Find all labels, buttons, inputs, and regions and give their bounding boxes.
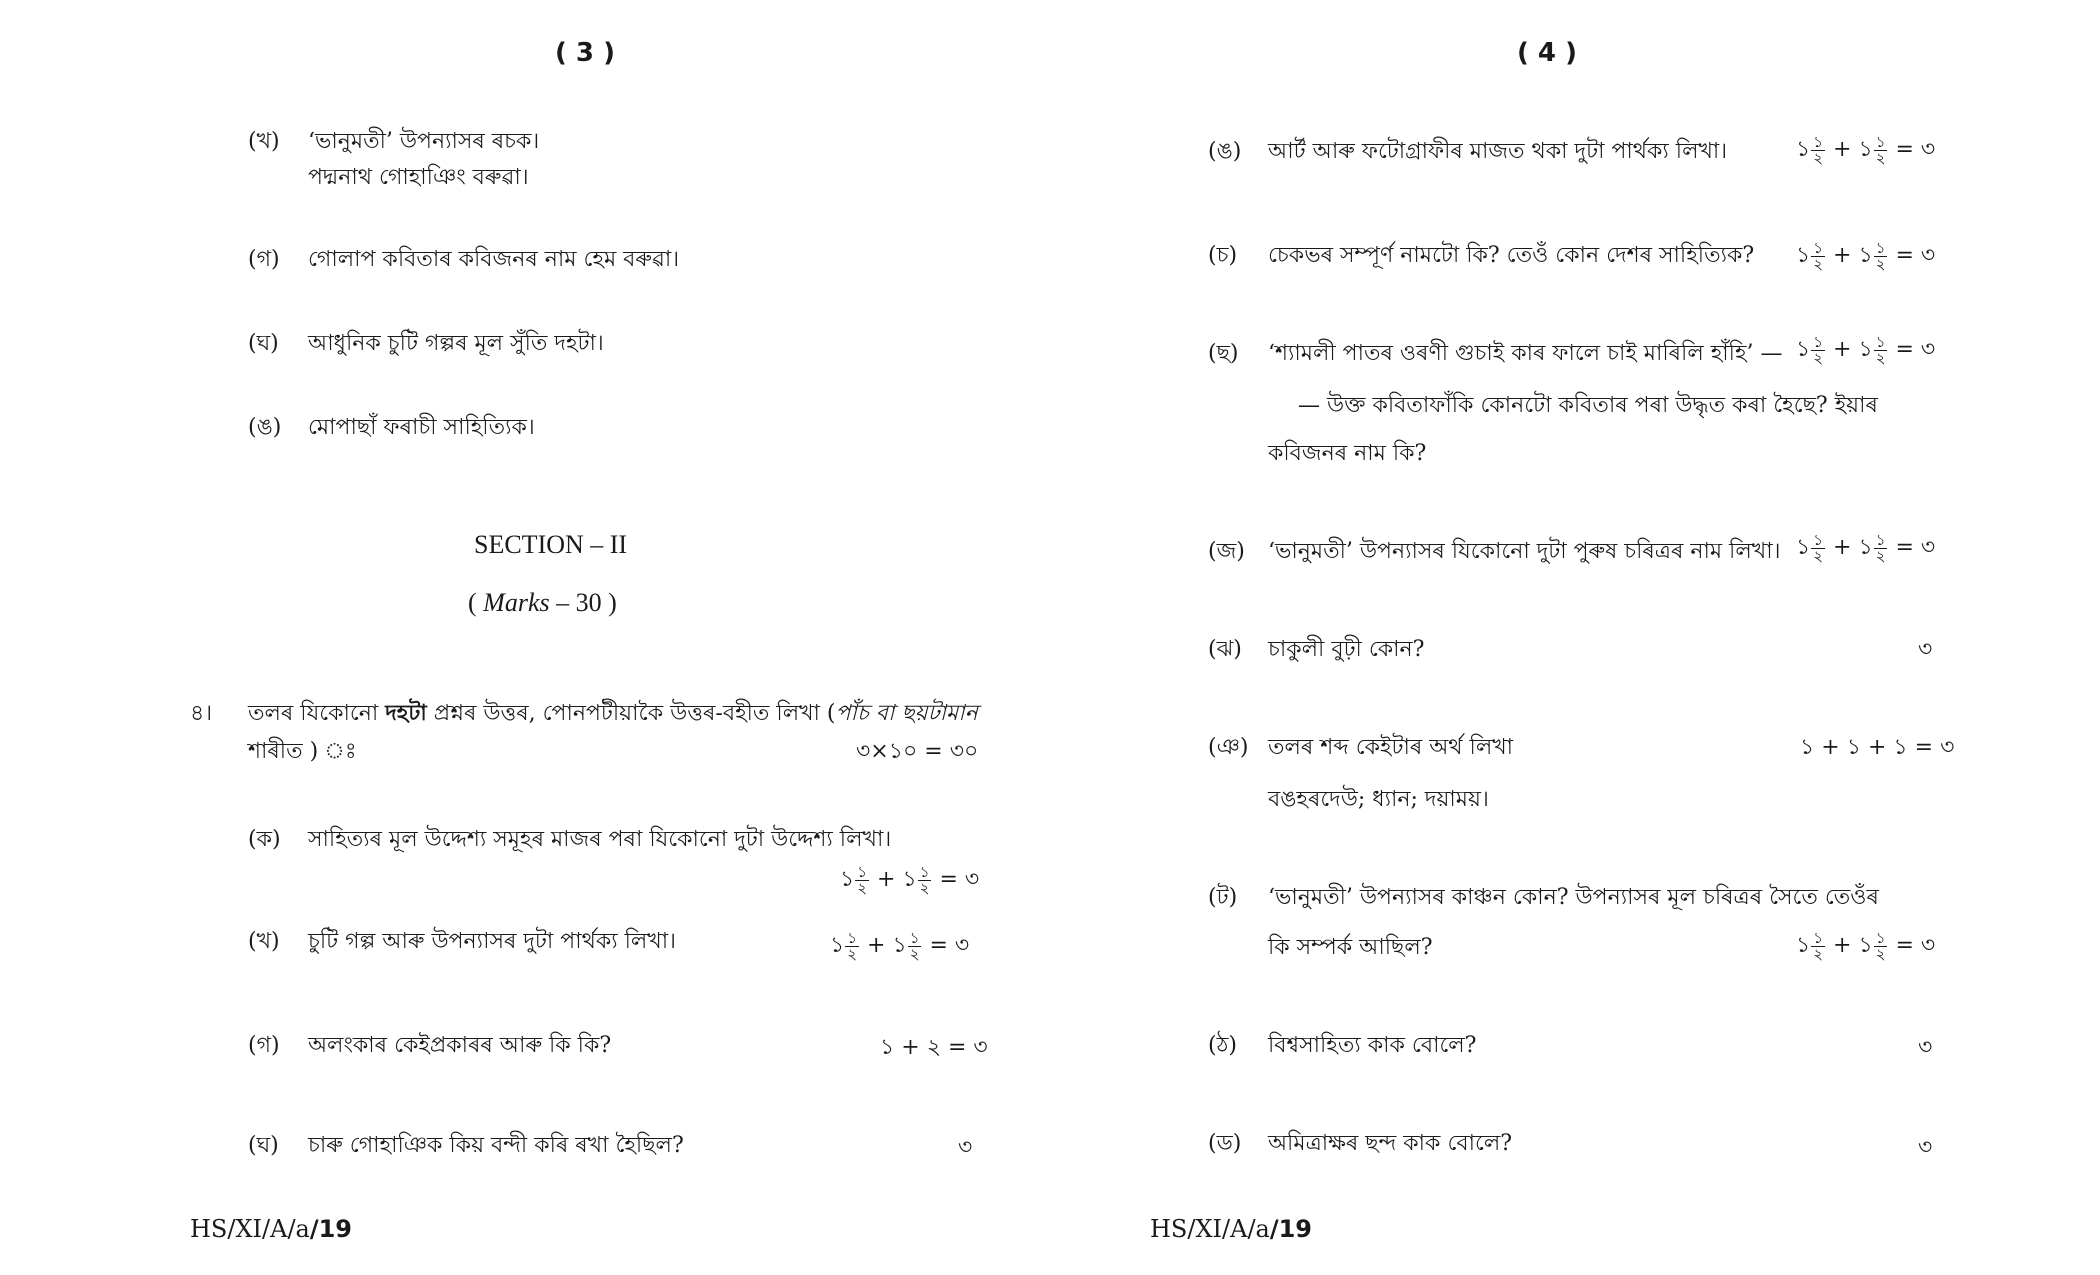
question-text: তলৰ যিকোনো দহটা প্ৰশ্নৰ উত্তৰ, পোনপটীয়াকৈ উত্তৰ-বহীত লিখা (পাঁচ বা ছয়টামান bbox=[248, 700, 978, 726]
item-label: (খ) bbox=[248, 929, 280, 954]
item-marks: ১ $\frac{১}{২}$ + ১ $\frac{১}{২}$ = ৩ bbox=[830, 928, 970, 963]
question-number: ৪। bbox=[190, 701, 213, 726]
item-text: মোপাছাঁ ফৰাচী সাহিত্যিক। bbox=[308, 415, 535, 440]
item-text: অলংকাৰ কেইপ্ৰকাৰৰ আৰু কি কি? bbox=[308, 1033, 612, 1058]
item-label: (চ) bbox=[1208, 243, 1238, 268]
item-label: (ট) bbox=[1208, 885, 1238, 910]
item-label: (ড) bbox=[1208, 1131, 1242, 1156]
item-text: তলৰ শব্দ কেইটাৰ অৰ্থ লিখা bbox=[1268, 735, 1514, 760]
item-marks: ৩ bbox=[1918, 637, 1933, 662]
item-text: অমিত্ৰাক্ষৰ ছন্দ কাক বোলে? bbox=[1268, 1131, 1513, 1156]
item-text: চাৰু গোহাঞিক কিয় বন্দী কৰি ৰখা হৈছিল? bbox=[308, 1133, 684, 1158]
item-marks: ৩ bbox=[958, 1135, 973, 1160]
item-text: কি সম্পৰ্ক আছিল? bbox=[1268, 935, 1433, 960]
footer-code-left: HS/XI/A/a/19 bbox=[190, 1215, 353, 1243]
item-text: — উক্ত কবিতাফাঁকি কোনটো কবিতাৰ পৰা উদ্ধৃত কৰা হৈছে? ইয়াৰ bbox=[1298, 393, 1878, 418]
item-text: সাহিত্যৰ মূল উদ্দেশ্য সমূহৰ মাজৰ পৰা যিকোনো দুটা উদ্দেশ্য লিখা। bbox=[308, 827, 892, 852]
item-marks: ১ $\frac{১}{২}$ + ১ $\frac{১}{২}$ = ৩ bbox=[1796, 132, 1936, 167]
item-label: (ঞ) bbox=[1208, 735, 1249, 760]
item-label: (ঙ) bbox=[1208, 139, 1242, 164]
item-label: (গ) bbox=[248, 1033, 280, 1058]
item-marks: ৩ bbox=[1918, 1035, 1933, 1060]
item-marks: ১ $\frac{১}{২}$ + ১ $\frac{১}{২}$ = ৩ bbox=[1796, 332, 1936, 367]
item-label: (গ) bbox=[248, 247, 280, 272]
item-marks: ১ $\frac{১}{২}$ + ১ $\frac{১}{২}$ = ৩ bbox=[1796, 238, 1936, 273]
item-text: বিশ্বসাহিত্য কাক বোলে? bbox=[1268, 1033, 1477, 1058]
item-text: পদ্মনাথ গোহাঞিং বৰুৱা। bbox=[308, 165, 529, 190]
item-marks: ৩ bbox=[1918, 1135, 1933, 1160]
item-text: আৰ্ট আৰু ফটোগ্ৰাফীৰ মাজত থকা দুটা পাৰ্থক্য লিখা। bbox=[1268, 139, 1728, 164]
item-text: বঙহৰদেউ; ধ্যান; দয়াময়। bbox=[1268, 787, 1489, 812]
item-marks: ১ + ১ + ১ = ৩ bbox=[1800, 735, 1955, 760]
item-text: কবিজনৰ নাম কি? bbox=[1268, 441, 1427, 466]
section-title: SECTION – II bbox=[474, 530, 628, 559]
item-text: ‘ভানুমতী’ উপন্যাসৰ কাঞ্চন কোন? উপন্যাসৰ মূল চৰিত্ৰৰ সৈতে তেওঁৰ bbox=[1268, 885, 1879, 910]
item-text: ‘শ্যামলী পাতৰ ওৰণী গুচাই কাৰ ফালে চাই মাৰিলি হাঁহি’ — bbox=[1268, 341, 1783, 366]
item-label: (খ) bbox=[248, 129, 280, 154]
question-text: শাৰীত ) ঃ bbox=[248, 739, 357, 764]
item-text: ‘ভানুমতী’ উপন্যাসৰ যিকোনো দুটা পুৰুষ চৰিত্ৰৰ নাম লিখা। bbox=[1268, 539, 1781, 564]
footer-code-right: HS/XI/A/a/19 bbox=[1150, 1215, 1313, 1243]
item-text: চুটি গল্প আৰু উপন্যাসৰ দুটা পাৰ্থক্য লিখা। bbox=[308, 929, 676, 954]
item-marks: ১ + ২ = ৩ bbox=[880, 1035, 988, 1060]
item-label: (ঘ) bbox=[248, 1133, 279, 1158]
item-text: চাকুলী বুঢ়ী কোন? bbox=[1268, 637, 1425, 662]
item-text: গোলাপ কবিতাৰ কবিজনৰ নাম হেম বৰুৱা। bbox=[308, 247, 680, 272]
section-marks: ( Marks – 30 ) bbox=[468, 588, 617, 617]
item-label: (জ) bbox=[1208, 539, 1245, 564]
item-marks: ১ $\frac{১}{২}$ + ১ $\frac{১}{২}$ = ৩ bbox=[1796, 928, 1936, 963]
page-number-right: ( 4 ) bbox=[1517, 38, 1577, 68]
item-label: (ঙ) bbox=[248, 415, 282, 440]
item-marks: ১ $\frac{১}{২}$ + ১ $\frac{১}{২}$ = ৩ bbox=[840, 862, 980, 897]
item-label: (ঝ) bbox=[1208, 637, 1242, 662]
item-label: (ঘ) bbox=[248, 331, 279, 356]
item-text: আধুনিক চুটি গল্পৰ মূল সুঁতি দহটা। bbox=[308, 331, 604, 356]
item-text: ‘ভানুমতী’ উপন্যাসৰ ৰচক। bbox=[308, 129, 540, 154]
item-label: (ক) bbox=[248, 827, 281, 852]
item-text: চেকভৰ সম্পূৰ্ণ নামটো কি? তেওঁ কোন দেশৰ সাহিত্যিক? bbox=[1268, 243, 1755, 268]
item-label: (ছ) bbox=[1208, 341, 1239, 366]
item-label: (ঠ) bbox=[1208, 1033, 1237, 1058]
item-marks: ১ $\frac{১}{২}$ + ১ $\frac{১}{২}$ = ৩ bbox=[1796, 530, 1936, 565]
question-marks: ৩×১০ = ৩০ bbox=[856, 739, 979, 764]
page-number-left: ( 3 ) bbox=[555, 38, 615, 68]
